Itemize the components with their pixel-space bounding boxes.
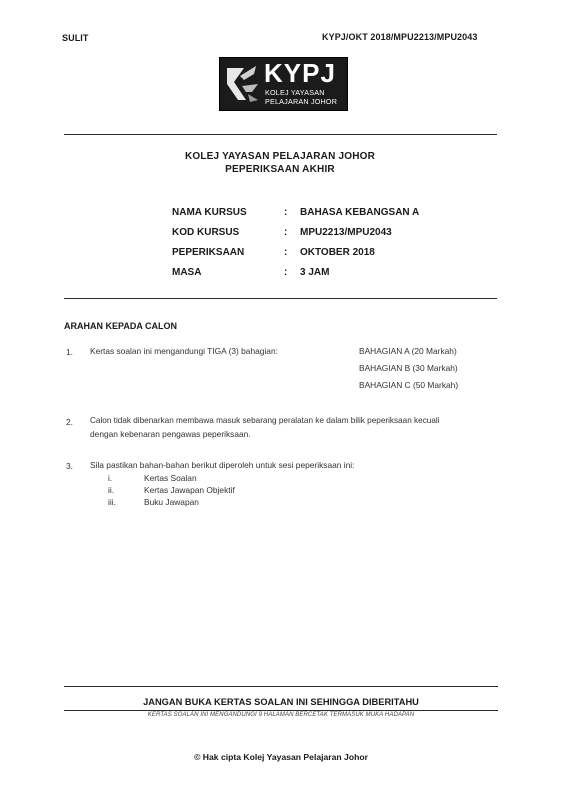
instructions-heading: ARAHAN KEPADA CALON [64,321,177,331]
instruction-3-number: 3. [66,461,73,471]
info-value: MPU2213/MPU2043 [300,227,392,238]
instruction-2-number: 2. [66,417,73,427]
info-colon: : [284,227,288,238]
footer-divider [64,686,498,687]
kypj-emblem-icon [224,62,260,106]
info-key: NAMA KURSUS [172,207,247,218]
logo-line-2: PELAJARAN JOHOR [265,97,338,106]
info-colon: : [284,207,288,218]
kypj-logo [219,57,348,111]
logo-line-1: KOLEJ YAYASAN [265,88,325,97]
warning-underline [64,710,498,711]
subitem-1-number: i. [108,473,113,483]
exam-title: PEPERIKSAAN AKHIR [225,164,335,175]
subitem-3-number: iii. [108,497,116,507]
info-value: 3 JAM [300,267,330,278]
part-c: BAHAGIAN C (50 Markah) [359,380,459,390]
instruction-1-number: 1. [66,347,73,357]
classification-label: SULIT [62,33,89,43]
subitem-2-number: ii. [108,485,115,495]
top-divider [64,134,497,135]
instruction-2-line-2: dengan kebenaran pengawas peperiksaan. [90,429,251,439]
copyright-notice: © Hak cipta Kolej Yayasan Pelajaran Johor [194,752,368,762]
logo-acronym: KYPJ [264,58,336,88]
instruction-3-text: Sila pastikan bahan-bahan berikut diperoleh untuk sesi peperiksaan ini: [90,460,355,470]
part-b: BAHAGIAN B (30 Markah) [359,363,458,373]
do-not-open-warning: JANGAN BUKA KERTAS SOALAN INI SEHINGGA DIBERITAHU [143,697,419,707]
subitem-2-text: Kertas Jawapan Objektif [144,485,235,495]
middle-divider [64,298,497,299]
info-value: BAHASA KEBANGSAN A [300,207,420,218]
info-value: OKTOBER 2018 [300,247,375,258]
subitem-1-text: Kertas Soalan [144,473,197,483]
subitem-3-text: Buku Jawapan [144,497,199,507]
info-colon: : [284,267,288,278]
info-key: PEPERIKSAAN [172,247,245,258]
document-code: KYPJ/OKT 2018/MPU2213/MPU2043 [322,32,478,42]
part-a: BAHAGIAN A (20 Markah) [359,346,457,356]
instruction-2-line-1: Calon tidak dibenarkan membawa masuk sebarang peralatan ke dalam bilik peperiksaan kecuali [90,416,440,425]
instruction-1-text: Kertas soalan ini mengandungi TIGA (3) bahagian: [90,346,278,356]
page-count-note: KERTAS SOALAN INI MENGANDUNGI 9 HALAMAN BERCETAK TERMASUK MUKA HADAPAN [147,712,415,718]
info-key: KOD KURSUS [172,227,240,238]
info-key: MASA [172,267,202,278]
institution-title: KOLEJ YAYASAN PELAJARAN JOHOR [184,151,376,162]
info-colon: : [284,247,288,258]
